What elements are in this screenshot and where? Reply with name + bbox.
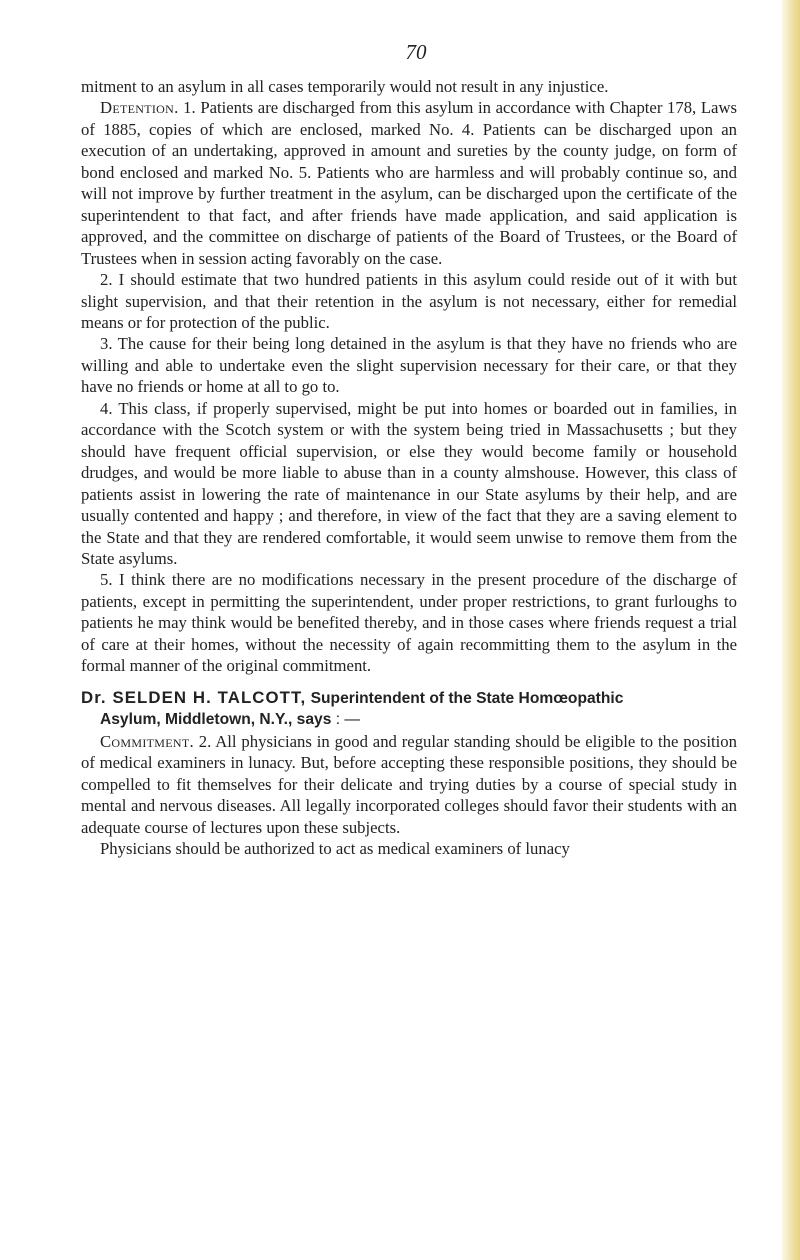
paragraph-item-2: 2. I should estimate that two hundred patients in this asylum could reside out of it with but slight supervision, and that their retention in the asylum is not necessary, either for remedial means or for protection of the public.	[81, 270, 737, 332]
speaker-affiliation: Asylum, Middletown, N.Y., says	[100, 711, 332, 729]
paragraph-final: Physicians should be authorized to act as medical examiners of lunacy	[100, 838, 570, 858]
paragraph-item-3: 3. The cause for their being long detained in the asylum is that they have no friends who are willing and able to undertake even the slight supervision necessary for their care, or that they have no friends or home at all to go to.	[81, 334, 737, 397]
speaker-title: Superintendent of the State Homœopathic	[310, 689, 624, 707]
book-page	[81, 40, 737, 859]
paragraph-item-4: 4. This class, if properly supervised, might be put into homes or boarded out in families, in accordance with the Scotch system or with the system being tried in Massachusetts ; but they should have frequent official supervision, or else they would become family or household drudges, and would be more liable to abuse than in a county almshouse. However, this class of patients assist in lowering the rate of maintenance in our State asylums by their help, and are usually contented and happy ; and therefore, in view of the fact that they are a saving element to the State and that they are rendered comfortable, it would seem unwise to remove them from the State asylums.	[81, 398, 737, 568]
page-number: 70	[405, 40, 427, 64]
paragraph-detention: Detention. 1. Patients are discharged from this asylum in accordance with Chapter 178, Laws of 1885, copies of which are enclosed, marked No. 4. Patients can be discharged upon an execution of an undertaking, approved in amount and sureties by the county judge, on form of bond enclosed and marked No. 5. Patients who are harmless and will probably continue so, and will not improve by further treatment in the asylum, can be discharged upon the certificate of the superintendent to that fact, and after friends have made application, and said application is approved, and the committee on discharge of patients of the Board of Trustees, or the Board of Trustees when in session acting favorably on the case.	[81, 98, 737, 268]
section-heading-detention: Detention.	[100, 98, 179, 118]
page-edge-stain	[782, 0, 800, 1260]
paragraph-item-5: 5. I think there are no modifications necessary in the present procedure of the discharge of patients, except in permitting the superintendent, under proper restrictions, to grant furloughs to patients he may think would be benefited thereby, and in those cases where friends request a trial of care at their homes, without the necessity of again recommitting them to the asylum in the formal manner of the original commitment.	[81, 570, 737, 676]
paragraph-continuation: mitment to an asylum in all cases temporarily would not result in any injustice.	[81, 77, 609, 96]
speaker-name: Dr. SELDEN H. TALCOTT,	[81, 687, 307, 707]
section-heading-commitment: Commitment.	[100, 731, 194, 751]
speaker-heading: Dr. SELDEN H. TALCOTT, Superintendent of the State Homœopathic Asylum, Middletown, N.Y., says : —	[81, 687, 624, 729]
paragraph-commitment: Commitment. 2. All physicians in good and regular standing should be eligible to the position of medical examiners in lunacy. But, before accepting these responsible positions, they should be compelled to fit themselves for their delicate and trying duties by a course of special study in mental and nervous diseases. All legally incorporated colleges should favor their students with an adequate course of lectures upon these subjects.	[81, 731, 737, 837]
